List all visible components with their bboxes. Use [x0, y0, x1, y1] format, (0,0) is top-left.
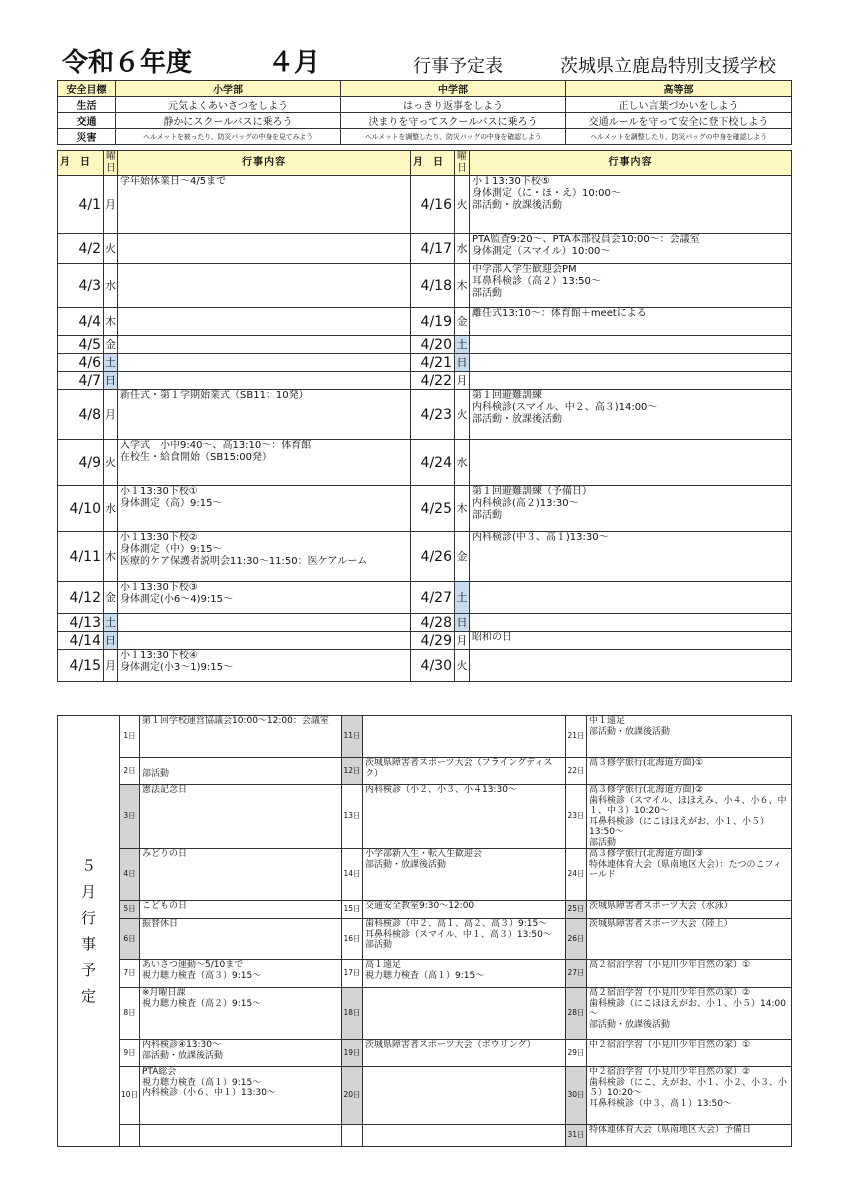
april-event: 昭和の日: [470, 632, 792, 650]
april-date: 4/9: [58, 440, 104, 486]
april-weekday: 木: [104, 532, 118, 582]
safety-goals-table: [57, 80, 792, 145]
may-event: 高２宿泊学習（小見川少年自然の家）①: [587, 960, 792, 988]
april-weekday: 土: [104, 354, 118, 372]
april-date: 4/11: [58, 532, 104, 582]
april-weekday: 水: [455, 234, 470, 264]
may-day: 24日: [566, 849, 587, 901]
april-row: [58, 486, 792, 532]
month-title: ４月: [268, 48, 321, 78]
april-weekday: 水: [455, 440, 470, 486]
may-row: [58, 849, 792, 901]
april-weekday: 木: [455, 264, 470, 308]
may-row: [58, 785, 792, 849]
goals-header-row: [58, 81, 792, 97]
april-event: 新任式・第１学期始業式（SB11：10発）: [118, 390, 411, 440]
may-event: 茨城県障害者スポーツ大会（水泳）: [587, 901, 792, 919]
april-row: [58, 582, 792, 614]
april-date: 4/2: [58, 234, 104, 264]
april-date: 4/21: [411, 354, 455, 372]
may-row: [58, 988, 792, 1040]
april-date: 4/1: [58, 176, 104, 234]
may-day: 2日: [120, 758, 140, 785]
may-event: 内科検診（小２、小３、小４13:30～: [363, 785, 566, 849]
hdr-month: 月: [60, 157, 70, 168]
goals-row-life: [58, 97, 792, 113]
school-name: 茨城県立鹿島特別支援学校: [560, 56, 776, 77]
goals-cell: 交通ルールを守って安全に登下校しよう: [566, 113, 792, 129]
april-weekday: 金: [455, 308, 470, 336]
april-weekday: 火: [104, 440, 118, 486]
may-day: 18日: [342, 988, 363, 1040]
april-weekday: 水: [104, 486, 118, 532]
april-weekday: 金: [104, 336, 118, 354]
april-event: [118, 372, 411, 390]
may-event: 高２宿泊学習（小見川少年自然の家）② 歯科検診（にこほほえがお、小１、小５）14:00～ 部活動・放課後活動: [587, 988, 792, 1040]
april-header-weekday: 曜日: [104, 151, 118, 176]
goals-row-traffic: [58, 113, 792, 129]
may-day: 20日: [342, 1067, 363, 1125]
may-day: 7日: [120, 960, 140, 988]
april-weekday: 土: [455, 336, 470, 354]
may-day: 4日: [120, 849, 140, 901]
may-event: [363, 1067, 566, 1125]
april-weekday: 月: [455, 372, 470, 390]
may-day: 30日: [566, 1067, 587, 1125]
april-date: 4/6: [58, 354, 104, 372]
april-event: 小１13:30下校① 身体測定（高）9:15～: [118, 486, 411, 532]
may-day: 10日: [120, 1067, 140, 1125]
may-event: 部活動: [140, 758, 342, 785]
april-date: 4/17: [411, 234, 455, 264]
april-row: [58, 354, 792, 372]
may-day: 19日: [342, 1040, 363, 1067]
may-day: 13日: [342, 785, 363, 849]
april-event: PTA監査9:20～、PTA本部役員会10:00～：会議室 身体測定（スマイル）10:00～: [470, 234, 792, 264]
may-event: 茨城県障害者スポーツ大会（フライングディスク）: [363, 758, 566, 785]
april-row: [58, 176, 792, 234]
may-day: 6日: [120, 919, 140, 960]
may-event: みどりの日: [140, 849, 342, 901]
april-row: [58, 440, 792, 486]
april-header-weekday: 曜日: [455, 151, 470, 176]
may-day-empty: [342, 1125, 363, 1147]
may-day: 5日: [120, 901, 140, 919]
goals-col-high: 高等部: [566, 81, 792, 97]
may-row: [58, 1067, 792, 1125]
april-date: 4/18: [411, 264, 455, 308]
may-day: 22日: [566, 758, 587, 785]
goals-cell: ヘルメットを被ったり、防災バッグの中身を見てみよう: [116, 129, 341, 145]
april-event: [118, 632, 411, 650]
goals-cell: はっきり返事をしよう: [341, 97, 566, 113]
may-day: 1日: [120, 716, 140, 758]
may-event: あいさつ運動～5/10まで 視力聴力検査（高３）9:15～: [140, 960, 342, 988]
april-row: [58, 308, 792, 336]
april-event: [470, 650, 792, 682]
april-date: 4/5: [58, 336, 104, 354]
april-date: 4/13: [58, 614, 104, 632]
may-day: 21日: [566, 716, 587, 758]
april-row: [58, 632, 792, 650]
may-event: ※月曜日課 視力聴力検査（高２）9:15～: [140, 988, 342, 1040]
goals-row-label: 交通: [58, 113, 116, 129]
may-day: 29日: [566, 1040, 587, 1067]
april-weekday: 火: [104, 234, 118, 264]
april-date: 4/4: [58, 308, 104, 336]
april-date: 4/28: [411, 614, 455, 632]
may-day: 23日: [566, 785, 587, 849]
april-weekday: 火: [455, 650, 470, 682]
may-row: [58, 758, 792, 785]
goals-cell: ヘルメットを調整したり、防災バッグの中身を確認しよう: [341, 129, 566, 145]
may-event: 中１遠足 部活動・放課後活動: [587, 716, 792, 758]
april-weekday: 火: [455, 390, 470, 440]
april-event: [118, 614, 411, 632]
april-row: [58, 336, 792, 354]
may-day: 15日: [342, 901, 363, 919]
may-day: 26日: [566, 919, 587, 960]
hdr-month: 月: [413, 157, 423, 168]
may-day: 28日: [566, 988, 587, 1040]
may-day: 14日: [342, 849, 363, 901]
goals-row-label: 災害: [58, 129, 116, 145]
april-row: [58, 264, 792, 308]
may-row: [58, 919, 792, 960]
april-event: [470, 336, 792, 354]
april-event: [118, 308, 411, 336]
goals-cell: 静かにスクールバスに乗ろう: [116, 113, 341, 129]
april-date: 4/3: [58, 264, 104, 308]
page-header: [0, 0, 848, 80]
may-event: 交通安全教室9:30～12:00: [363, 901, 566, 919]
april-weekday: 土: [104, 614, 118, 632]
april-row: [58, 390, 792, 440]
april-row: [58, 372, 792, 390]
may-event: 中２宿泊学習（小見川少年自然の家）①: [587, 1040, 792, 1067]
may-row: [58, 1040, 792, 1067]
april-event: [470, 614, 792, 632]
may-event: 茨城県障害者スポーツ大会（陸上）: [587, 919, 792, 960]
may-row: [58, 960, 792, 988]
may-title: ５ 月 行 事 予 定: [58, 716, 120, 1147]
may-event: こどもの日: [140, 901, 342, 919]
may-row: [58, 716, 792, 758]
april-weekday: 金: [104, 582, 118, 614]
may-event: PTA総会 視力聴力検査（高１）9:15～ 内科検診（小６、中１）13:30～: [140, 1067, 342, 1125]
april-event: [470, 372, 792, 390]
april-weekday: 月: [455, 632, 470, 650]
may-event: 歯科検診（中２、高１、高２、高３）9:15～ 耳鼻科検診（スマイル、中１、高３）13:50～ 部活動: [363, 919, 566, 960]
april-event: [118, 234, 411, 264]
goals-col-elementary: 小学部: [116, 81, 341, 97]
april-header-date: [58, 151, 104, 176]
april-date: 4/15: [58, 650, 104, 682]
may-schedule-table: [57, 715, 792, 1147]
april-date: 4/25: [411, 486, 455, 532]
april-weekday: 金: [455, 532, 470, 582]
april-event: [118, 354, 411, 372]
may-day: 11日: [342, 716, 363, 758]
april-event: 学年始休業日～4/5まで: [118, 176, 411, 234]
april-event: 小１13:30下校④ 身体測定(小3～1)9:15～: [118, 650, 411, 682]
april-date: 4/14: [58, 632, 104, 650]
may-event: 茨城県障害者スポーツ大会（ボウリング）: [363, 1040, 566, 1067]
goals-cell: ヘルメットを調整したり、防災バッグの中身を確認しよう: [566, 129, 792, 145]
april-event: 小１13:30下校② 身体測定（中）9:15～ 医療的ケア保護者説明会11:30～11:50：医ケアルーム: [118, 532, 411, 582]
april-date: 4/30: [411, 650, 455, 682]
may-row: [58, 901, 792, 919]
april-event: [118, 336, 411, 354]
april-weekday: 月: [104, 390, 118, 440]
may-row: [58, 1125, 792, 1147]
april-weekday: 水: [104, 264, 118, 308]
april-date: 4/27: [411, 582, 455, 614]
april-weekday: 日: [104, 632, 118, 650]
april-date: 4/24: [411, 440, 455, 486]
april-weekday: 木: [104, 308, 118, 336]
april-event: 小１13:30下校③ 身体測定(小6～4)9:15～: [118, 582, 411, 614]
may-day: 27日: [566, 960, 587, 988]
april-weekday: 日: [104, 372, 118, 390]
april-row: [58, 532, 792, 582]
april-weekday: 土: [455, 582, 470, 614]
april-date: 4/10: [58, 486, 104, 532]
april-date: 4/16: [411, 176, 455, 234]
april-event: [118, 264, 411, 308]
april-event: [470, 354, 792, 372]
may-event: 特体連体育大会（県南地区大会）予備日: [587, 1125, 792, 1147]
may-event: 第１回学校運営協議会10:00～12:00：会議室: [140, 716, 342, 758]
goals-row-label: 生活: [58, 97, 116, 113]
may-event: 振替休日: [140, 919, 342, 960]
may-event: 小学部新入生・転入生歓迎会 部活動・放課後活動: [363, 849, 566, 901]
april-weekday: 火: [455, 176, 470, 234]
may-day: 31日: [566, 1125, 587, 1147]
april-date: 4/12: [58, 582, 104, 614]
may-event: 高３修学旅行(北海道方面)①: [587, 758, 792, 785]
may-event: 高３修学旅行(北海道方面)③ 特体連体育大会（県南地区大会）：たつのこフィールド: [587, 849, 792, 901]
april-weekday: 月: [104, 650, 118, 682]
may-day: 17日: [342, 960, 363, 988]
may-event: [363, 988, 566, 1040]
april-row: [58, 614, 792, 632]
april-date: 4/7: [58, 372, 104, 390]
april-date: 4/29: [411, 632, 455, 650]
may-event: 憲法記念日: [140, 785, 342, 849]
april-event: 中学部入学生歓迎会PM 耳鼻科検診（高２）13:50～ 部活動: [470, 264, 792, 308]
april-date: 4/20: [411, 336, 455, 354]
may-day: 8日: [120, 988, 140, 1040]
april-header-date: [411, 151, 455, 176]
april-header-content: 行事内容: [470, 151, 792, 176]
april-event: 小１13:30下校⑤ 身体測定（に・ほ・え）10:00～ 部活動・放課後活動: [470, 176, 792, 234]
april-weekday: 月: [104, 176, 118, 234]
may-event-empty: [363, 1125, 566, 1147]
may-day: 12日: [342, 758, 363, 785]
may-event: 高１遠足 視力聴力検査（高１）9:15～: [363, 960, 566, 988]
may-event-empty: [140, 1125, 342, 1147]
april-date: 4/26: [411, 532, 455, 582]
schedule-label: 行事予定表: [413, 56, 503, 77]
april-event: 第１回避難訓練（予備日） 内科検診(高２)13:30～ 部活動: [470, 486, 792, 532]
april-date: 4/23: [411, 390, 455, 440]
goals-cell: 元気よくあいさつをしよう: [116, 97, 341, 113]
april-header-content: 行事内容: [118, 151, 411, 176]
goals-col-junior: 中学部: [341, 81, 566, 97]
april-event: 内科検診(中３、高１)13:30～: [470, 532, 792, 582]
may-event: [363, 716, 566, 758]
april-date: 4/19: [411, 308, 455, 336]
april-header-row: [58, 151, 792, 176]
may-day-empty: [120, 1125, 140, 1147]
hdr-day: 日: [433, 157, 443, 168]
april-weekday: 日: [455, 614, 470, 632]
april-schedule-table: [57, 150, 792, 682]
may-event: 高３修学旅行(北海道方面)② 歯科検診（スマイル、ほほえみ、小４、小６、中１、中３）10:20～ 耳鼻科検診（にこほほえがお、小１、小５）13:50～ 部活動: [587, 785, 792, 849]
may-day: 25日: [566, 901, 587, 919]
may-day: 16日: [342, 919, 363, 960]
goals-cell: 正しい言葉づかいをしよう: [566, 97, 792, 113]
hdr-day: 日: [80, 157, 90, 168]
april-row: [58, 234, 792, 264]
april-date: 4/8: [58, 390, 104, 440]
april-event: [470, 440, 792, 486]
april-event: 第１回避難訓練 内科検診(スマイル、中２、高３)14:00～ 部活動・放課後活動: [470, 390, 792, 440]
may-event: 内科検診④13:30～ 部活動・放課後活動: [140, 1040, 342, 1067]
april-date: 4/22: [411, 372, 455, 390]
april-weekday: 日: [455, 354, 470, 372]
may-day: 9日: [120, 1040, 140, 1067]
may-event: 中２宿泊学習（小見川少年自然の家）② 歯科検診（にこ、えがお、小１、小２、小３、小５）10:20～ 耳鼻科検診（中３、高１）13:50～: [587, 1067, 792, 1125]
may-day: 3日: [120, 785, 140, 849]
april-event: 入学式 小中9:40～、高13:10～：体育館 在校生・給食開始（SB15:00発）: [118, 440, 411, 486]
april-event: [470, 582, 792, 614]
april-row: [58, 650, 792, 682]
april-weekday: 木: [455, 486, 470, 532]
goals-cell: 決まりを守ってスクールバスに乗ろう: [341, 113, 566, 129]
goals-label: 安全目標: [58, 81, 116, 97]
fiscal-year-title: 令和６年度: [62, 48, 193, 78]
goals-row-disaster: [58, 129, 792, 145]
april-event: 離任式13:10～：体育館＋meetによる: [470, 308, 792, 336]
